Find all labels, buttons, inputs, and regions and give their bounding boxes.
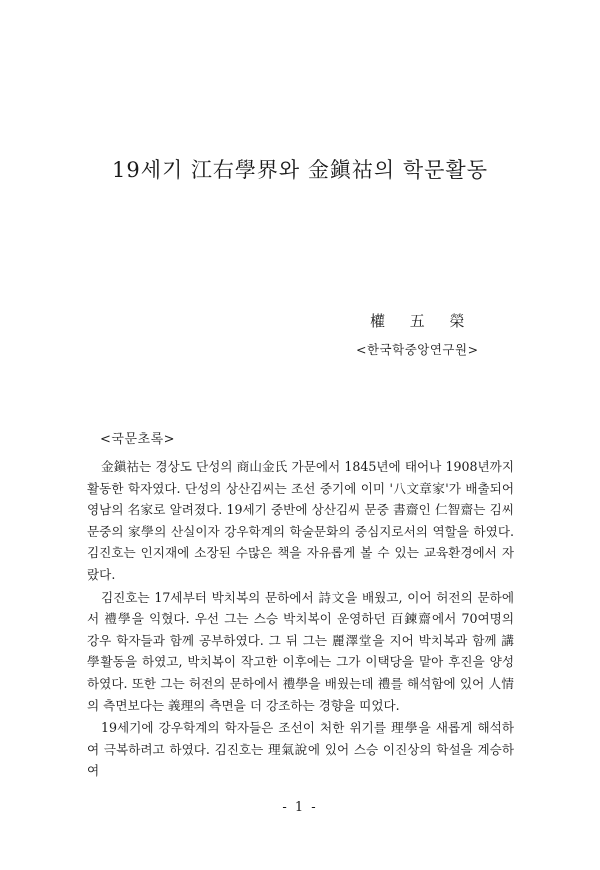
abstract-paragraph: 김진호는 17세부터 박치복의 문하에서 詩文을 배웠고, 이어 허전의 문하에서 禮學을 익혔다. 우선 그는 스승 박치복이 운영하던 百鍊齋에서 70여명의 강우 학자들과 함께 공부하였다. 그 뒤 그는 麗澤堂을 지어 박치복과 함께 講學활동을 하였고, 박치복이 작고한 이후에는 그가 이택당을 맡아 후진을 양성하였다. 또한 그는 허전의 문하에서 禮學을 배웠는데 禮를 해석함에 있어 人情의 측면보다는 義理의 측면을 더 강조하는 경향을 띠었다. [87,589,514,713]
abstract-paragraph: 19세기에 강우학계의 학자들은 조선이 처한 위기를 理學을 새롭게 해석하여 극복하려고 하였다. 김진호는 理氣說에 있어 스승 이진상의 학설을 계승하여 [87,720,514,779]
abstract-body [87,456,514,783]
author-name: 權 五 榮 [370,312,467,330]
paper-title: 19세기 江右學界와 金鎭祜의 학문활동 [111,158,489,182]
page-number: - 1 - [282,800,318,815]
author-affiliation: <한국학중앙연구원> [356,342,479,357]
abstract-heading: <국문초록> [100,432,176,447]
abstract-paragraph: 金鎭祜는 경상도 단성의 商山金氏 가문에서 1845년에 태어나 1908년까지 활동한 학자였다. 단성의 상산김씨는 조선 중기에 이미 '八文章家'가 배출되어 영남의 名家로 알려졌다. 19세기 중반에 상산김씨 문중 書齋인 仁智齋는 김씨 문중의 家學의 산실이자 강우학계의 학술문화의 중심지로서의 역할을 하였다. 김진호는 인지재에 소장된 수많은 책을 자유롭게 볼 수 있는 교육환경에서 자랐다. [87,459,514,582]
